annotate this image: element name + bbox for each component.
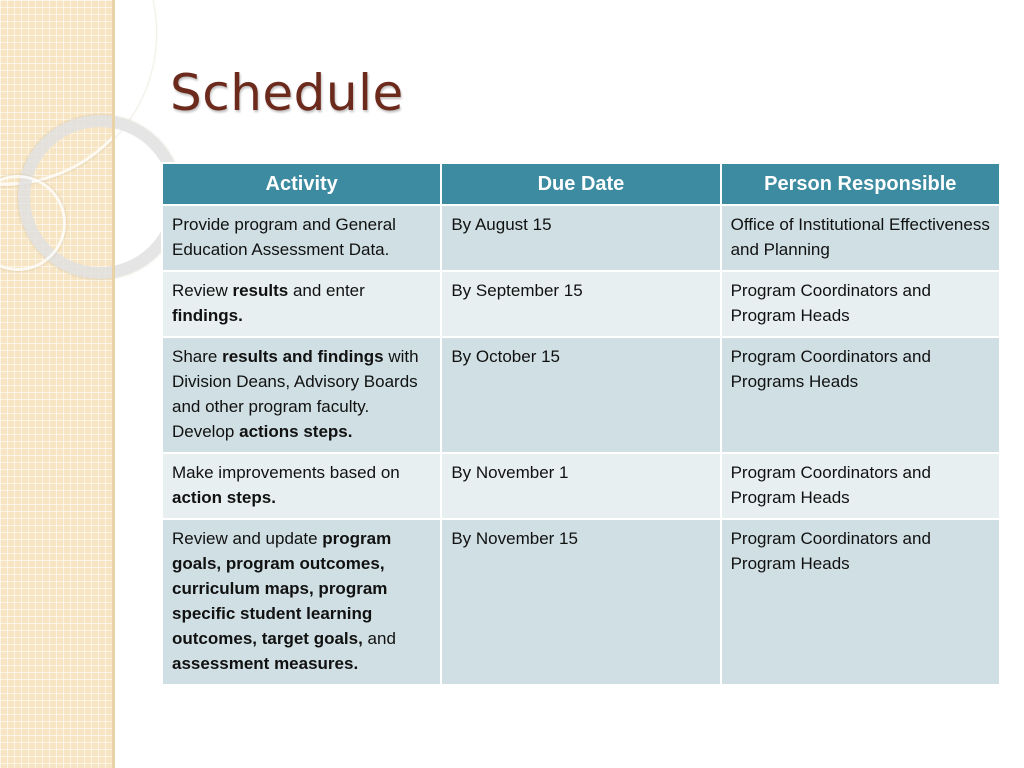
cell-person-responsible: Program Coordinators and Program Heads — [721, 453, 1000, 519]
schedule-table — [161, 162, 1001, 686]
activity-text-bold: action steps. — [172, 488, 276, 507]
decorative-side-band — [0, 0, 112, 768]
cell-person-responsible: Program Coordinators and Program Heads — [721, 519, 1000, 685]
activity-text: with Division Deans, Advisory Boards and other program faculty. Develop — [172, 347, 419, 441]
cell-activity — [162, 453, 441, 519]
activity-text-bold: program goals, program outcomes, curriculum maps, program specific student learning outcomes, target goals, — [172, 529, 392, 648]
header-activity: Activity — [162, 163, 441, 205]
header-person-responsible: Person Responsible — [721, 163, 1000, 205]
activity-text: Review and update — [172, 529, 323, 548]
table-row — [162, 337, 1000, 453]
activity-text: Provide program and General Education Assessment Data. — [172, 215, 396, 259]
cell-due-date: By September 15 — [441, 271, 720, 337]
activity-text: Make improvements based on — [172, 463, 400, 482]
cell-person-responsible: Program Coordinators and Program Heads — [721, 271, 1000, 337]
table-body — [162, 205, 1000, 685]
slide-title: Schedule — [170, 64, 404, 122]
table-row — [162, 271, 1000, 337]
activity-text: and enter — [288, 281, 365, 300]
header-due-date: Due Date — [441, 163, 720, 205]
cell-activity — [162, 271, 441, 337]
activity-text-bold: results and findings — [222, 347, 384, 366]
activity-text-bold: actions steps. — [239, 422, 353, 441]
cell-due-date: By October 15 — [441, 337, 720, 453]
cell-activity — [162, 519, 441, 685]
table-row — [162, 205, 1000, 271]
activity-text: and — [362, 629, 396, 648]
side-band-edge — [112, 0, 115, 768]
cell-person-responsible: Office of Institutional Effectiveness and Planning — [721, 205, 1000, 271]
activity-text-bold: results — [232, 281, 289, 300]
activity-text-bold: assessment measures. — [172, 654, 359, 673]
cell-due-date: By November 1 — [441, 453, 720, 519]
table-row — [162, 453, 1000, 519]
activity-text: Share — [172, 347, 223, 366]
cell-activity — [162, 337, 441, 453]
cell-activity — [162, 205, 441, 271]
table-header-row — [162, 163, 1000, 205]
cell-person-responsible: Program Coordinators and Programs Heads — [721, 337, 1000, 453]
cell-due-date: By August 15 — [441, 205, 720, 271]
activity-text: Review — [172, 281, 233, 300]
activity-text-bold: findings. — [172, 306, 243, 325]
table-row — [162, 519, 1000, 685]
cell-due-date: By November 15 — [441, 519, 720, 685]
